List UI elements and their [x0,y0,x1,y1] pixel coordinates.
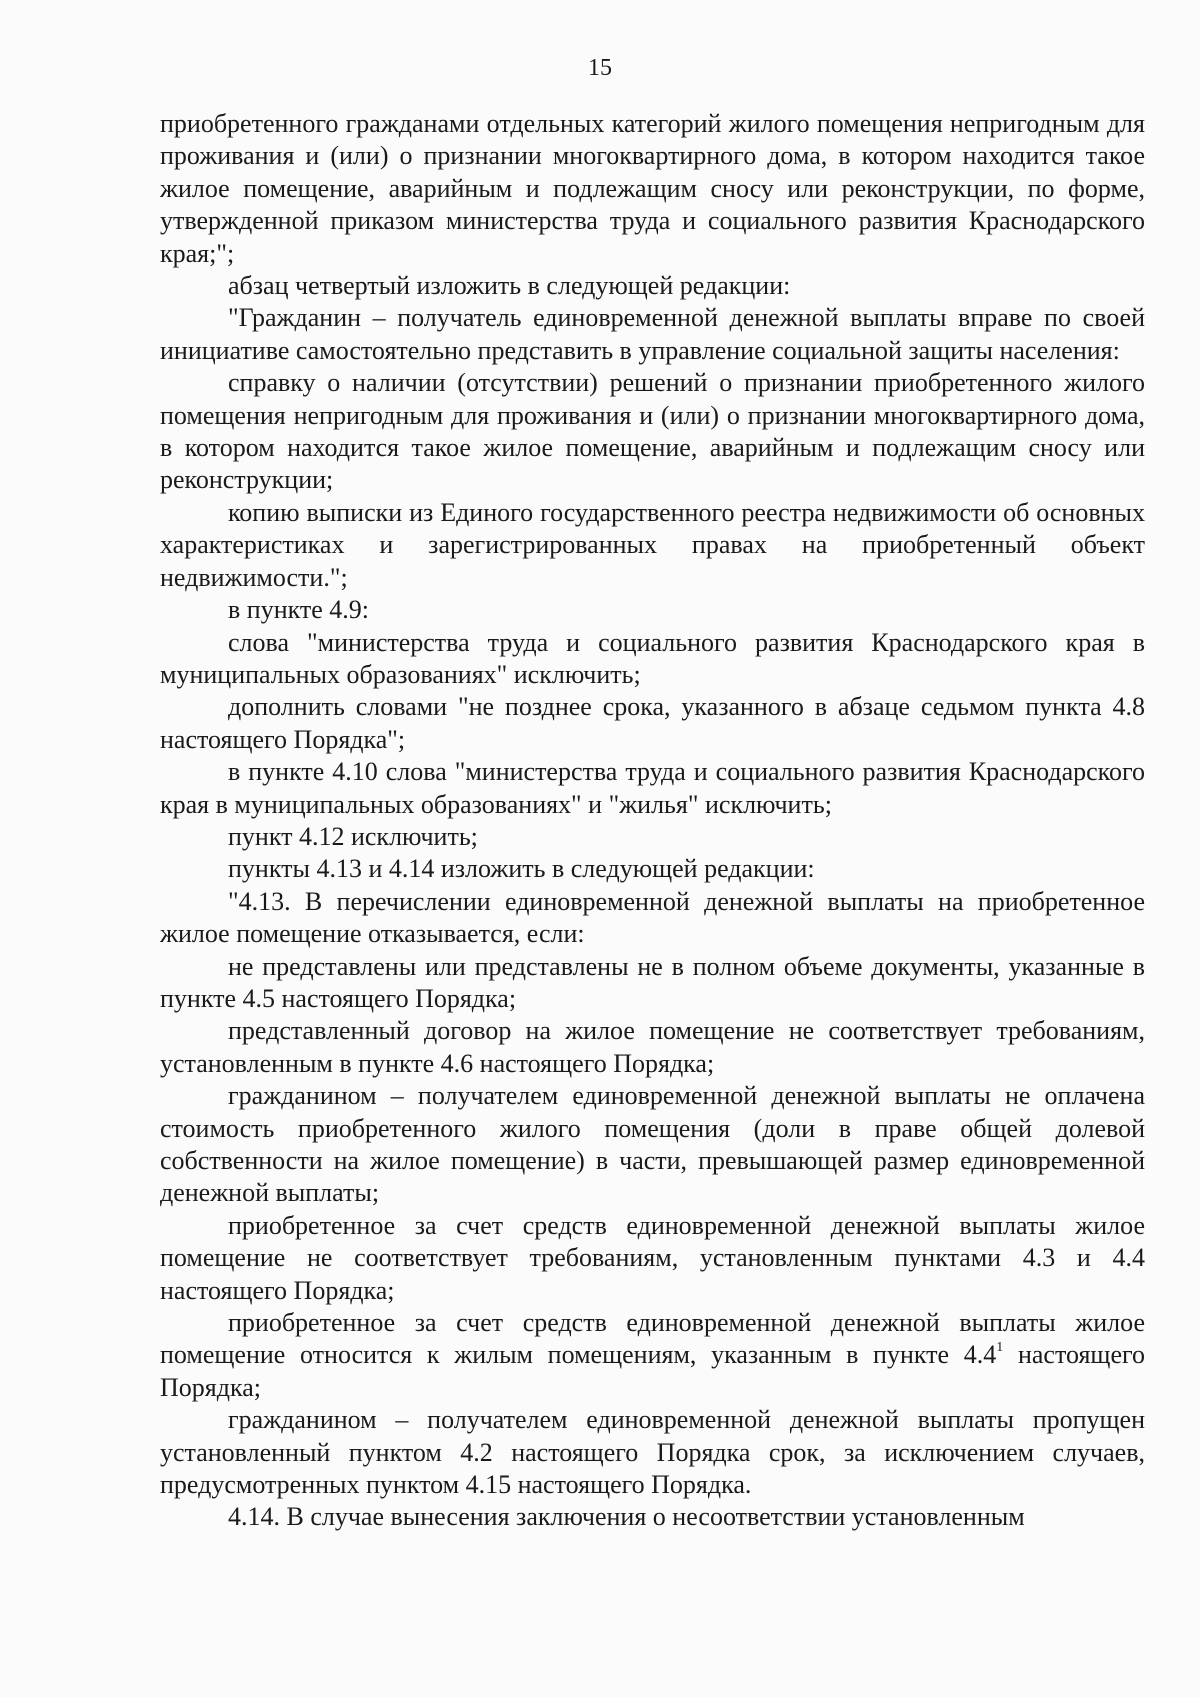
paragraph: "4.13. В перечислении единовременной денежной выплаты на приобретенное жилое помещение отказывается, если: [160,886,1145,949]
paragraph: приобретенное за счет средств единовременной денежной выплаты жилое помещение не соответствует требованиям, установленным пунктами 4.3 и 4.4 настоящего Порядка; [160,1210,1145,1305]
paragraph: "Гражданин – получатель единовременной денежной выплаты вправе по своей инициативе самостоятельно представить в управление социальной защиты населения: [160,303,1145,365]
paragraph: не представлены или представлены не в полном объеме документы, указанные в пункте 4.5 настоящего Порядка; [160,951,1145,1013]
paragraph: пункты 4.13 и 4.14 изложить в следующей редакции: [228,854,815,884]
superscript: 1 [996,1340,1004,1356]
paragraph: пункт 4.12 исключить; [228,821,478,851]
paragraph: гражданином – получателем единовременной денежной выплаты не оплачена стоимость приобретенного жилого помещения (доли в праве общей долевой собственности на жилое помещение) в части, превышающей размер единовременной денежной выплаты; [160,1081,1145,1208]
paragraph: в пункте 4.10 слова "министерства труда и социального развития Краснодарского края в муниципальных образованиях" и "жилья" исключить; [160,757,1145,819]
paragraph: гражданином – получателем единовременной денежной выплаты пропущен установленный пунктом 4.2 настоящего Порядка срок, за исключением случаев, предусмотренных пунктом 4.15 настоящего Порядка. [160,1405,1145,1500]
paragraph: приобретенного гражданами отдельных категорий жилого помещения непригодным для проживания и (или) о признании многоквартирного дома, в котором находится такое жилое помещение, аварийным и подлежащим сносу или реконструкции, по форме, утвержденной приказом министерства труда и социального развития Краснодарского края;"; [160,109,1145,268]
document-body [160,108,1145,1534]
page-number: 15 [588,55,612,81]
paragraph-text: настоящего Порядка; [160,1340,1146,1402]
paragraph: дополнить словами "не позднее срока, указанного в абзаце седьмом пункта 4.8 настоящего Порядка"; [160,692,1145,754]
paragraph: 4.14. В случае вынесения заключения о несоответствии установленным [228,1502,1025,1532]
paragraph: слова "министерства труда и социального развития Краснодарского края в муниципальных образованиях" исключить; [160,627,1145,689]
paragraph: абзац четвертый изложить в следующей редакции: [228,271,791,301]
paragraph: справку о наличии (отсутствии) решений о признании приобретенного жилого помещения непригодным для проживания и (или) о признании многоквартирного дома, в котором находится такое жилое помещение, аварийным и подлежащим сносу или реконструкции; [160,368,1145,495]
paragraph-with-superscript [160,1307,1145,1404]
paragraph: представленный договор на жилое помещение не соответствует требованиям, установленным в пункте 4.6 настоящего Порядка; [160,1016,1145,1078]
paragraph: копию выписки из Единого государственного реестра недвижимости об основных характеристиках и зарегистрированных правах на приобретенный объект недвижимости."; [160,497,1145,592]
paragraph-text: приобретенное за счет средств единовременной денежной выплаты жилое помещение относится к жилым помещениям, указанным в пункте 4.4 [160,1308,1145,1370]
paragraph: в пункте 4.9: [228,595,370,625]
